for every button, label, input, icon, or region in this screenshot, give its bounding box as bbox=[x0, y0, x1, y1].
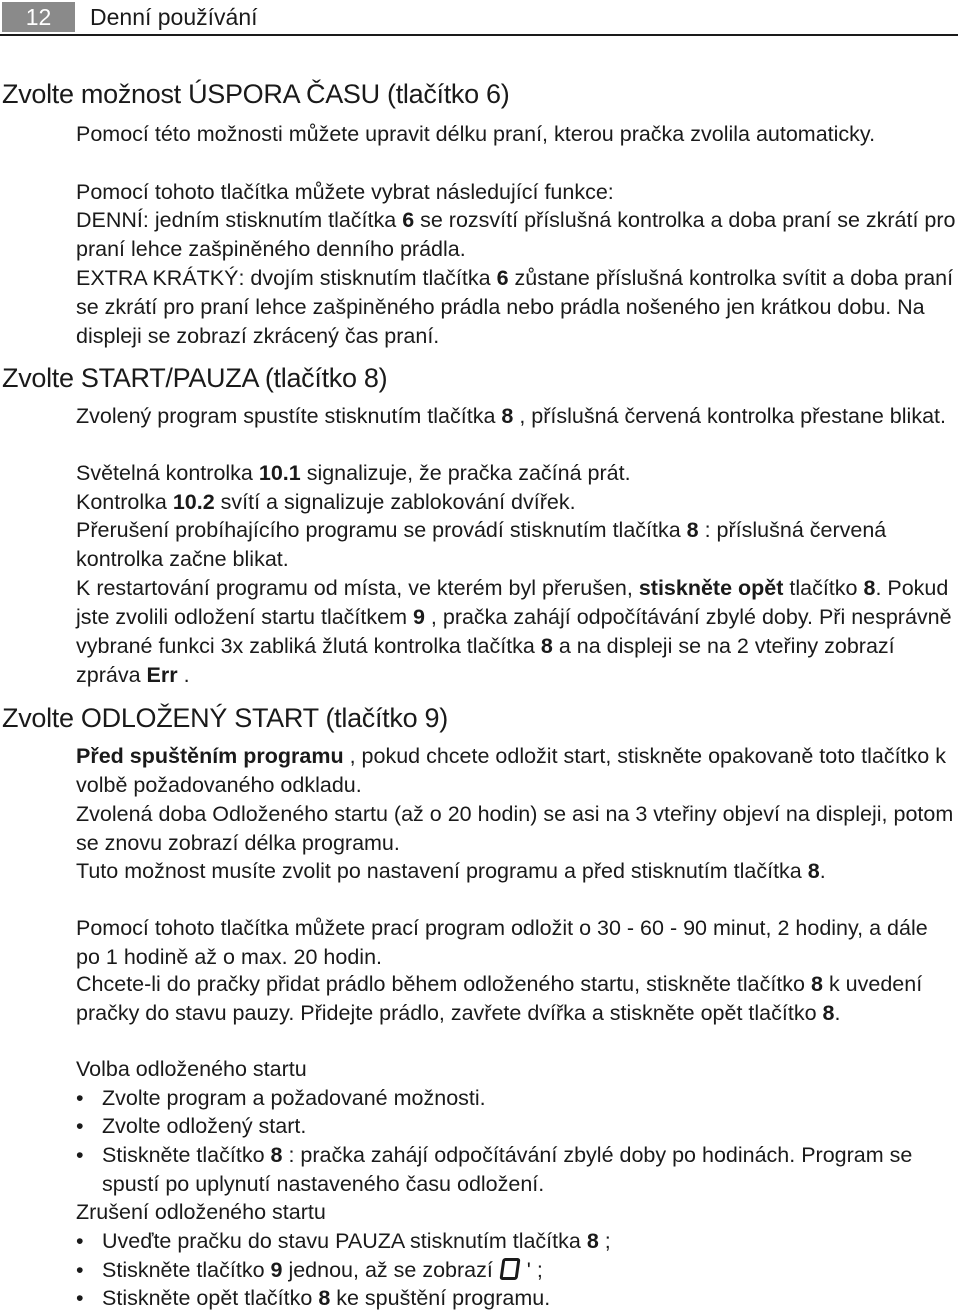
paragraph: Chcete-li do pračky přidat prádlo během odloženého startu, stiskněte tlačítko 8 k uvedení pračky do stavu pauzy. Přidejte prádlo, zavřete dvířka a stiskněte opět tlačítko 8. bbox=[76, 972, 923, 1025]
paragraph: Kontrolka 10.2 svítí a signalizuje zablokování dvířek. bbox=[76, 490, 576, 514]
subheading-volba: Volba odloženého startu bbox=[76, 1057, 307, 1081]
section-heading-uspora-casu: Zvolte možnost ÚSPORA ČASU (tlačítko 6) bbox=[2, 79, 510, 109]
subheading-zruseni: Zrušení odloženého startu bbox=[76, 1200, 326, 1224]
chapter-title: Denní používání bbox=[90, 4, 258, 30]
section-heading-start-pauza: Zvolte START/PAUZA (tlačítko 8) bbox=[2, 363, 388, 393]
paragraph: Pomocí této možnosti můžete upravit délku praní, kterou pračka zvolila automaticky. bbox=[76, 122, 876, 146]
paragraph-extra-kratky: EXTRA KRÁTKÝ: dvojím stisknutím tlačítka 6 zůstane příslušná kontrolka svítit a doba praní se zkrátí pro praní lehce zašpiněného prádla nebo prádla nošeného jen krátkou dobu. Na displeji se zobrazí zkrácený čas praní. bbox=[76, 266, 954, 348]
page-header bbox=[0, 0, 958, 36]
paragraph: Zvolený program spustíte stisknutím tlačítka 8 , příslušná červená kontrolka přestane blikat. bbox=[76, 404, 946, 428]
paragraph-denni: DENNÍ: jedním stisknutím tlačítka 6 se rozsvítí příslušná kontrolka a doba praní se zkrátí pro praní lehce zašpiněného denního prádla. bbox=[76, 208, 956, 261]
section-heading-odlozeny-start: Zvolte ODLOŽENÝ START (tlačítko 9) bbox=[2, 703, 448, 733]
paragraph: Pomocí tohoto tlačítka můžete prací program odložit o 30 - 60 - 90 minut, 2 hodiny, a dále po 1 hodině až o max. 20 hodin. bbox=[76, 916, 928, 969]
page-number: 12 bbox=[2, 2, 75, 32]
paragraph: Tuto možnost musíte zvolit po nastavení programu a před stisknutím tlačítka 8. bbox=[76, 859, 826, 883]
paragraph: Zvolená doba Odloženého startu (až o 20 hodin) se asi na 3 vteřiny objeví na displeji, potom se znovu zobrazí délka programu. bbox=[76, 802, 954, 855]
paragraph: Přerušení probíhajícího programu se provádí stisknutím tlačítka 8 : příslušná červená kontrolka začne blikat. bbox=[76, 518, 887, 571]
paragraph: Pomocí tohoto tlačítka můžete vybrat následující funkce: bbox=[76, 180, 614, 204]
paragraph: Světelná kontrolka 10.1 signalizuje, že pračka začíná prát. bbox=[76, 461, 631, 485]
paragraph-restart: K restartování programu od místa, ve kterém byl přerušen, stiskněte opět tlačítko 8. Pokud jste zvolili odložení startu tlačítkem 9 , pračka zahájí odpočítávání zbylé doby. Při nesprávně vybrané funkci 3x zabliká žlutá kontrolka tlačítka 8 a na displeji se na 2 vteřiny zobrazí zpráva Err . bbox=[76, 576, 952, 687]
paragraph: Před spuštěním programu , pokud chcete odložit start, stiskněte opakovaně toto tlačítko k volbě požadovaného odkladu. bbox=[76, 744, 946, 797]
display-zero-icon bbox=[499, 1258, 520, 1280]
